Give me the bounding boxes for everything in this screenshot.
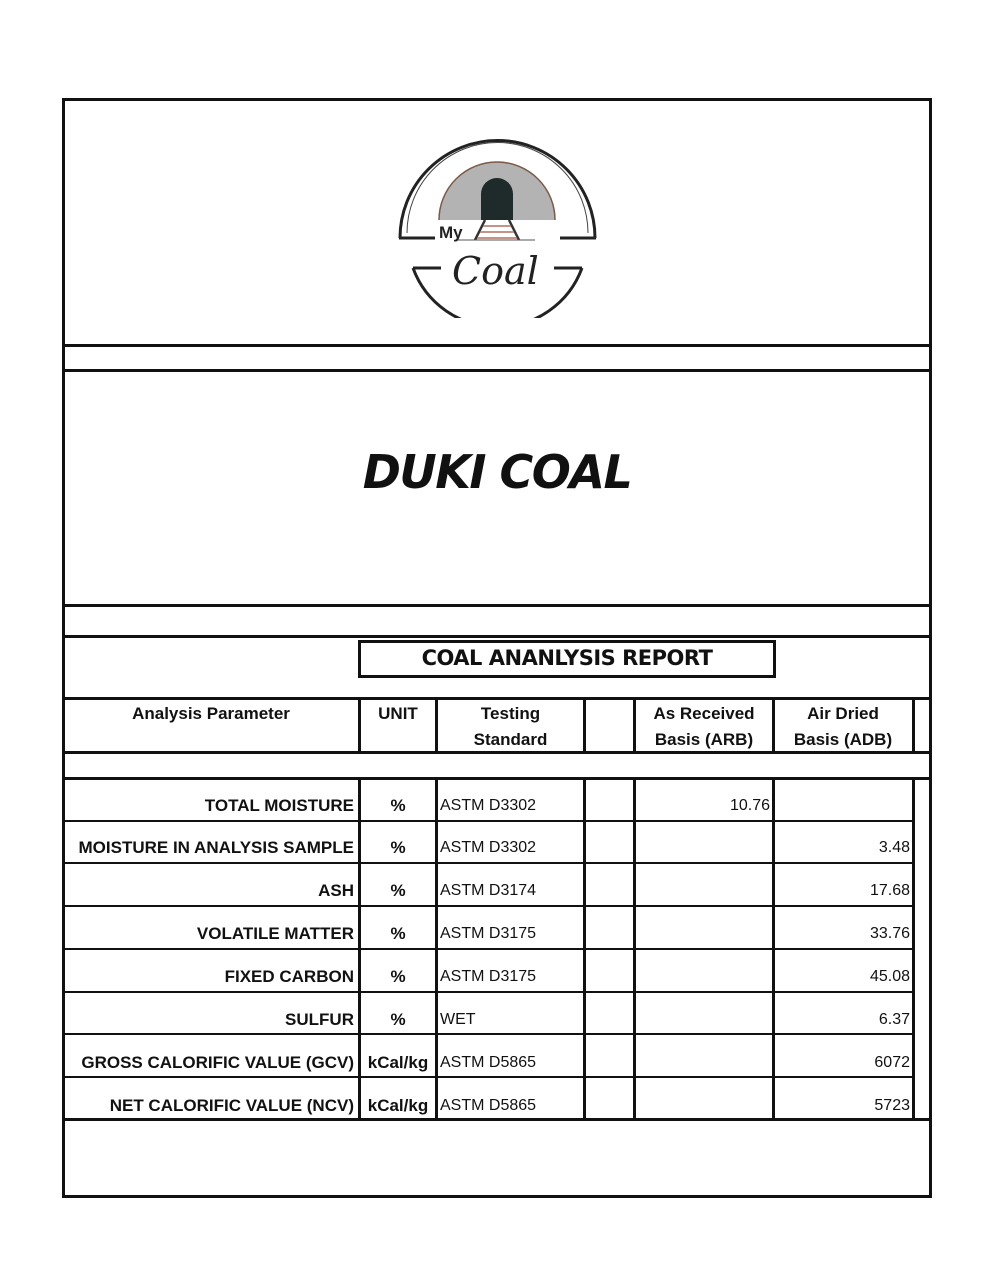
header-testing-line2: Standard (473, 730, 548, 749)
row-unit: % (390, 881, 406, 900)
row-adb-value: 6072 (874, 1054, 910, 1071)
row-parameter: GROSS CALORIFIC VALUE (GCV) (81, 1053, 354, 1072)
row-parameter: TOTAL MOISTURE (204, 796, 354, 815)
header-arb-line1: As Received (653, 704, 755, 723)
row-standard: ASTM D3302 (440, 839, 537, 856)
row-unit: kCal/kg (367, 1053, 429, 1072)
row-standard: ASTM D3175 (440, 925, 537, 942)
row-unit: % (390, 796, 406, 815)
row-unit: % (390, 838, 406, 857)
row-parameter: ASH (318, 881, 354, 900)
row-standard: ASTM D3175 (440, 968, 537, 985)
row-adb-value: 6.37 (878, 1011, 910, 1028)
row-parameter: NET CALORIFIC VALUE (NCV) (109, 1096, 354, 1115)
row-standard: ASTM D5865 (440, 1097, 537, 1114)
header-testing-standard (438, 701, 583, 753)
row-adb-value: 17.68 (869, 882, 910, 899)
header-adb (775, 701, 911, 753)
row-unit: % (390, 967, 406, 986)
row-unit: kCal/kg (367, 1096, 429, 1115)
row-adb-value: 33.76 (869, 925, 910, 942)
row-adb-value: 45.08 (869, 968, 910, 985)
header-adb-line1: Air Dried (807, 704, 879, 723)
header-parameter: Analysis Parameter (132, 704, 290, 723)
svg-text:Coal: Coal (452, 249, 539, 293)
header-arb-line2: Basis (ARB) (654, 730, 754, 749)
row-unit: % (390, 1010, 406, 1029)
header-arb (636, 701, 772, 753)
row-standard: ASTM D3302 (440, 797, 537, 814)
row-parameter: MOISTURE IN ANALYSIS SAMPLE (78, 838, 354, 857)
row-standard: WET (440, 1011, 476, 1028)
header-adb-line2: Basis (ADB) (793, 730, 893, 749)
row-parameter: SULFUR (285, 1010, 354, 1029)
report-title: COAL ANANLYSIS REPORT (421, 646, 713, 670)
header-unit: UNIT (378, 704, 418, 723)
page-title: DUKI COAL (362, 445, 632, 499)
row-standard: ASTM D5865 (440, 1054, 537, 1071)
row-adb-value: 5723 (874, 1097, 910, 1114)
row-arb-value: 10.76 (729, 797, 770, 814)
svg-text:My: My (439, 223, 463, 242)
row-standard: ASTM D3174 (440, 882, 537, 899)
row-unit: % (390, 924, 406, 943)
row-parameter: FIXED CARBON (224, 967, 354, 986)
header-testing-line1: Testing (480, 704, 541, 723)
mycoal-logo (395, 128, 600, 318)
row-parameter: VOLATILE MATTER (196, 924, 354, 943)
report-title-box (358, 640, 776, 678)
row-adb-value: 3.48 (878, 839, 910, 856)
